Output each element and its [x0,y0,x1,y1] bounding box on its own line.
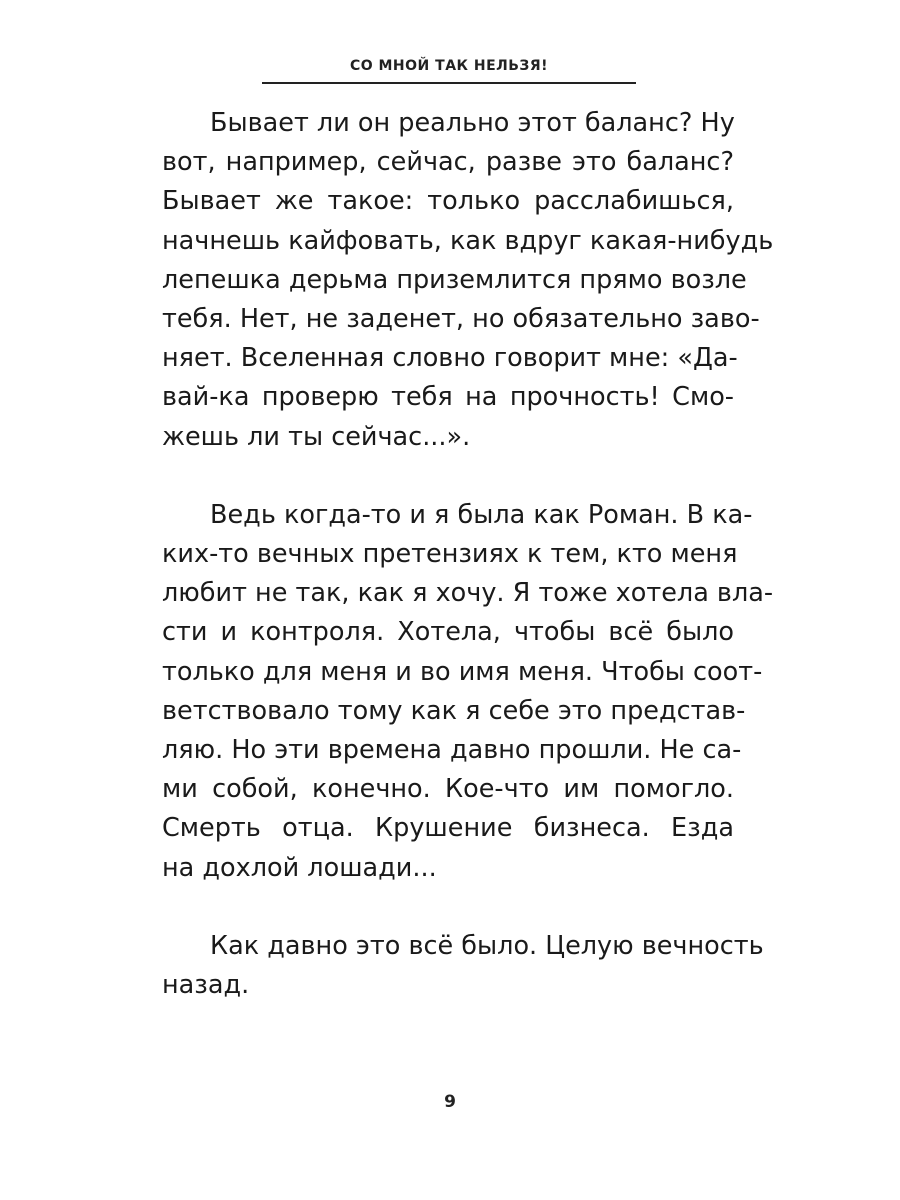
text-line: вот, например, сейчас, разве это баланс? [162,147,734,178]
text-line: Как давно это всё было. Целую вечность [210,930,764,961]
text-line: жешь ли ты сейчас...». [162,421,471,452]
text-line: начнешь кайфовать, как вдруг какая-нибудь [162,225,774,256]
header-rule [262,82,636,84]
page-number: 9 [444,1092,456,1112]
body-text [162,104,774,1005]
text-line: Смерть отца. Крушение бизнеса. Езда [162,813,734,844]
running-header: СО МНОЙ ТАК НЕЛЬЗЯ! [349,58,549,74]
text-line: вай-ка проверю тебя на прочность! Смо- [162,382,734,413]
text-line: Ведь когда-то и я была как Роман. В ка- [210,499,753,530]
text-line: тебя. Нет, не заденет, но обязательно заво- [162,303,760,334]
text-line: только для меня и во имя меня. Чтобы соот- [162,656,763,687]
text-line: лепешка дерьма приземлится прямо возле [162,264,747,295]
text-line: Бывает ли он реально этот баланс? Ну [210,108,735,138]
paragraph-gap [162,888,734,927]
paragraph-2 [162,496,774,888]
text-line: ми собой, конечно. Кое-что им помогло. [162,774,734,805]
text-line: ляю. Но эти времена давно прошли. Не са- [162,735,742,765]
text-line: назад. [162,970,250,1001]
text-line: любит не так, как я хочу. Я тоже хотела вла- [162,578,774,609]
text-line: Бывает же такое: только расслабишься, [162,186,734,217]
text-line: няет. Вселенная словно говорит мне: «Да- [162,343,738,374]
text-line: сти и контроля. Хотела, чтобы всё было [162,617,734,648]
paragraph-1 [162,104,774,457]
text-line: на дохлой лошади... [162,852,437,883]
paragraph-3 [162,927,764,1005]
text-line: ких-то вечных претензиях к тем, кто меня [162,539,738,570]
text-line: ветствовало тому как я себе это представ- [162,695,746,726]
paragraph-gap [162,457,734,496]
